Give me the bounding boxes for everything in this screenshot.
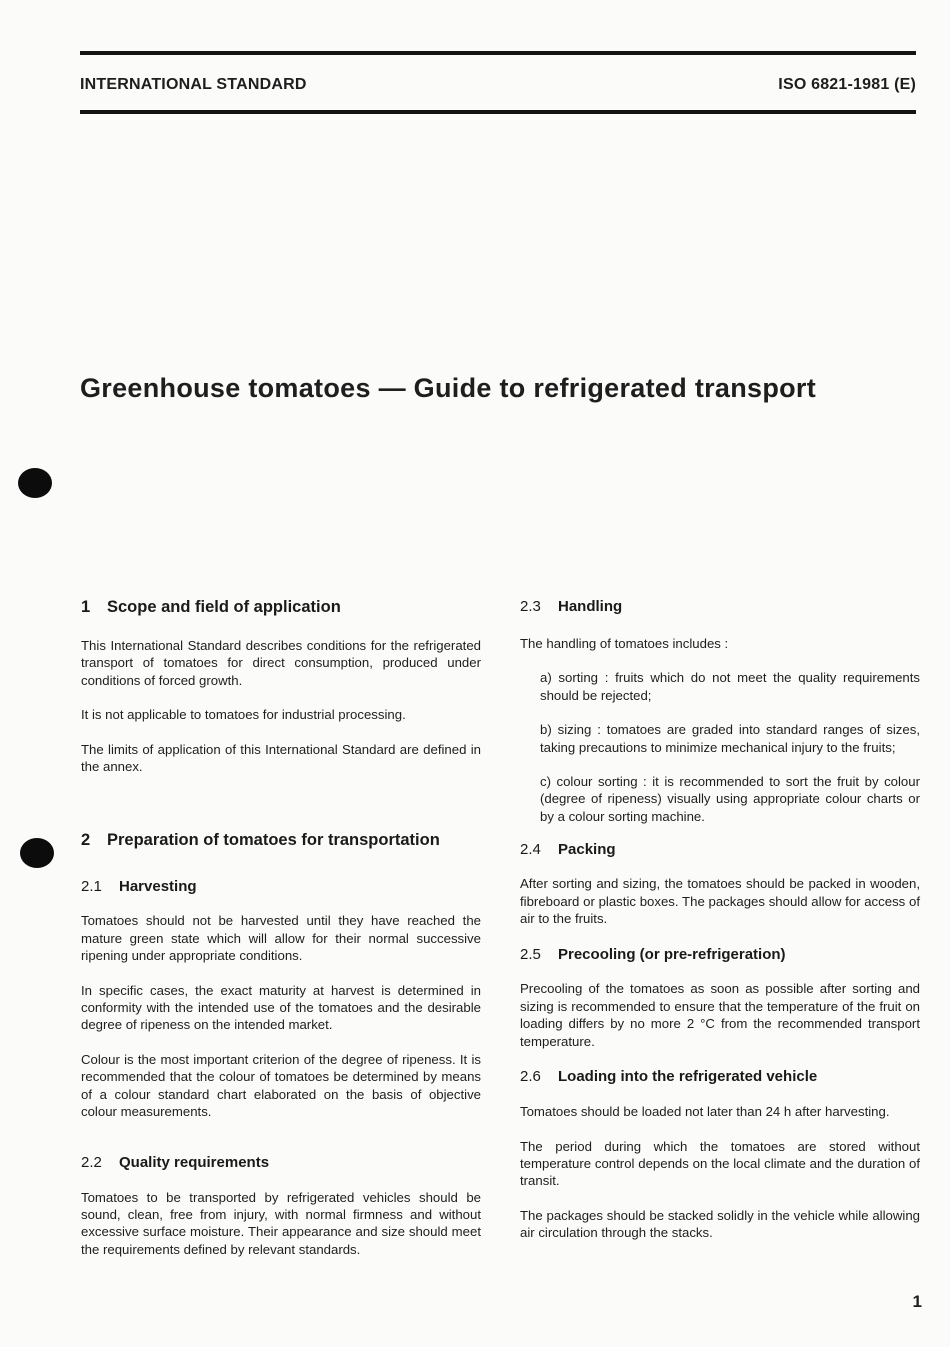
paragraph: Tomatoes should be loaded not later than 24 h after harvesting. [520, 1104, 890, 1120]
paragraph: The handling of tomatoes includes : [520, 636, 729, 651]
page-title: Greenhouse tomatoes — Guide to refrigerated transport [80, 373, 817, 403]
right-column [520, 598, 920, 1242]
section-2-heading: 2 Preparation of tomatoes for transportation [81, 831, 440, 850]
document-type: INTERNATIONAL STANDARD [80, 76, 307, 93]
paragraph: The packages should be stacked solidly in the vehicle while allowing air circulation through the stacks. [520, 1207, 920, 1241]
section-2-5-heading: 2.5 Precooling (or pre-refrigeration) [520, 946, 786, 964]
list-item: b) sizing : tomatoes are graded into standard ranges of sizes, taking precautions to minimize mechanical injury to the fruits; [540, 722, 920, 755]
header-rule-top [80, 51, 916, 55]
paragraph: After sorting and sizing, the tomatoes should be packed in wooden, fibreboard or plastic boxes. The packages should allow for access of air to the fruits. [520, 876, 920, 927]
left-column [81, 598, 481, 1258]
page-number: 1 [912, 1292, 922, 1311]
list-item: a) sorting : fruits which do not meet the quality requirements should be rejected; [540, 670, 920, 703]
section-2-4-heading: 2.4 Packing [520, 841, 616, 859]
punch-hole-mark [20, 838, 54, 868]
section-1-heading: 1 Scope and field of application [81, 598, 341, 616]
list-item: c) colour sorting : it is recommended to sort the fruit by colour (degree of ripeness) visually using appropriate colour charts or by a colour sorting machine. [540, 774, 920, 824]
paragraph: In specific cases, the exact maturity at harvest is determined in conformity with the intended use of the tomatoes and the desirable degree of ripeness on the intended market. [81, 982, 481, 1033]
punch-hole-mark [18, 468, 52, 498]
section-2-6-heading: 2.6 Loading into the refrigerated vehicle [520, 1068, 818, 1086]
paragraph: Colour is the most important criterion of the degree of ripeness. It is recommended that the colour of tomatoes be determined by means of a colour standard chart elaborated on the basis of objective colour measurements. [81, 1051, 481, 1120]
paragraph: The period during which the tomatoes are stored without temperature control depends on the local climate and the duration of transit. [520, 1138, 920, 1189]
paragraph: This International Standard describes conditions for the refrigerated transport of tomatoes for direct consumption, produced under conditions of forced growth. [81, 638, 481, 688]
header-rule-bottom [80, 110, 916, 114]
paragraph: The limits of application of this International Standard are defined in the annex. [81, 741, 481, 775]
section-2-3-heading: 2.3 Handling [520, 598, 623, 615]
section-2-1-heading: 2.1 Harvesting [81, 878, 197, 896]
paragraph: Tomatoes should not be harvested until they have reached the mature green state which will allow for their normal successive ripening under appropriate conditions. [81, 913, 481, 964]
standard-number: ISO 6821-1981 (E) [778, 76, 916, 93]
section-2-2-heading: 2.2 Quality requirements [81, 1153, 270, 1171]
paragraph: Tomatoes to be transported by refrigerated vehicles should be sound, clean, free from injury, with normal firmness and without excessive surface moisture. Their appearance and size should meet the requirements defined by relevant standards. [81, 1189, 481, 1257]
paragraph: Precooling of the tomatoes as soon as possible after sorting and sizing is recommended to ensure that the temperature of the fruit on loading differs by no more 2 °C from the recommended transport temperature. [520, 981, 920, 1049]
paragraph: It is not applicable to tomatoes for industrial processing. [81, 707, 406, 723]
